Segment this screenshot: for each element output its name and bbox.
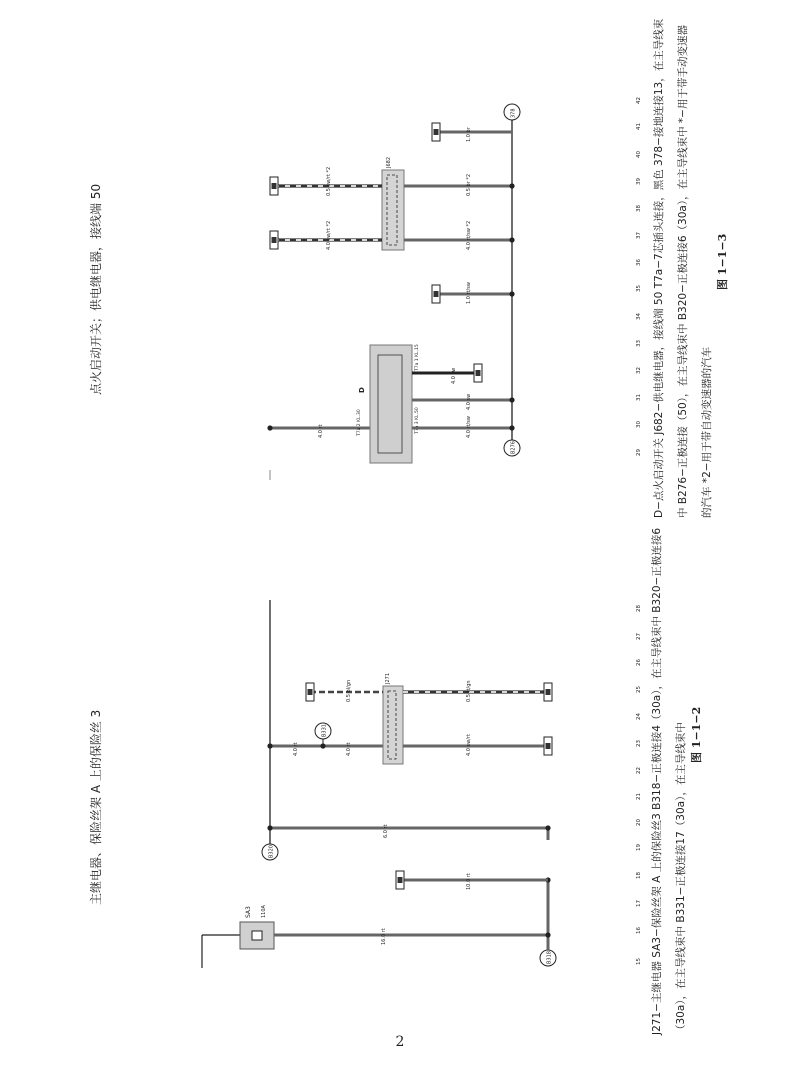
connector-B276-label: B276 — [510, 441, 517, 454]
grid-number: 34 — [636, 313, 642, 320]
grid-number: 18 — [636, 872, 642, 879]
terminal-pin — [272, 237, 277, 243]
page-number: 2 — [395, 1034, 405, 1050]
connector-B331-label: B331 — [321, 724, 328, 737]
grid-number: 22 — [636, 767, 642, 774]
wire-label: 4.0 rt/sw *2 — [466, 220, 472, 250]
wire-label: 1.0 br — [466, 127, 472, 142]
junction-dot — [267, 743, 272, 748]
terminal-pin — [546, 743, 551, 749]
grid-number: 23 — [636, 740, 642, 747]
wire-label: 4.0 rt/sw — [466, 416, 472, 438]
terminal-pin — [308, 689, 313, 695]
wire-label: 6.0 rt — [383, 824, 389, 838]
grid-number: 36 — [636, 259, 642, 266]
wire-label: 0.5 sw/rt *2 — [326, 166, 332, 196]
grid-number: 35 — [636, 285, 642, 292]
wire-label: 16.0 rt — [381, 928, 387, 945]
connector-B320-label: B320 — [268, 845, 275, 858]
terminal-pin — [272, 183, 277, 189]
wire-label: 4.0 sw/rt *2 — [326, 220, 332, 250]
caption-1-line: J271−主继电器 SA3−保险丝架 A 上的保险丝3 B318−正极连接4（30a），在主导线束中 B320−正极连接6 — [651, 528, 663, 1035]
relay-J271-label: J271 — [385, 672, 391, 684]
wire-label: 4.0 sw/rt — [466, 734, 472, 756]
grid-number: 29 — [636, 449, 642, 456]
figure-label-1: 图 1−1−2 — [690, 706, 703, 763]
fuse-SA3-label: SA3 — [245, 906, 252, 918]
junction-dot — [267, 425, 272, 430]
figure-label-2: 图 1−1−3 — [716, 233, 729, 290]
grid-number: 17 — [636, 900, 642, 907]
grid-number: 21 — [636, 793, 642, 800]
connector-378-label: 378 — [510, 108, 517, 118]
grid-number: 31 — [636, 394, 642, 401]
relay-J682-label: J682 — [386, 156, 392, 168]
grid-number: 33 — [636, 340, 642, 347]
terminal-pin — [476, 370, 481, 376]
wire-label: 4.0 rt — [293, 742, 299, 756]
grid-number: 19 — [636, 844, 642, 851]
caption-2-line: D−点火启动开关 J682−供电继电器，接线端 50 T7a−7芯插头连接，黑色 378−接地连接13，在主导线束 — [653, 18, 665, 518]
wire-label: 10.0 rt — [466, 873, 472, 890]
grid-number: 40 — [636, 151, 642, 158]
grid-number: 24 — [636, 713, 642, 720]
grid-number: 15 — [636, 958, 642, 965]
grid-number: 25 — [636, 686, 642, 693]
wire-label: 4.0 rt — [346, 742, 352, 756]
connector-T7a-label: T7a 2 KL.30 — [357, 409, 362, 436]
caption-2-line: 的汽车 *2−用于带自动变速器的汽车 — [701, 346, 713, 518]
diagram-title-2: 点火启动开关；供电继电器，接线端 50 — [89, 183, 103, 395]
terminal-pin — [434, 129, 439, 135]
connector-T7a-label: T7a 1 KL.15 — [415, 344, 420, 371]
connector-B318-label: B318 — [546, 951, 553, 964]
fuse-element — [252, 931, 262, 940]
wire-label: 0.5 rt/gn — [466, 680, 472, 702]
caption-2-line: 中 B276−正极连接（50），在主导线束中 B320−正极连接6（30a），在主导线束中 *−用于带手动变速器 — [677, 25, 689, 518]
grid-number: 27 — [636, 633, 642, 640]
connector-T7a-label: T7a 3 KL.50 — [415, 407, 420, 434]
fuse-rating-label: 110A — [261, 905, 267, 918]
relay-J271-box — [383, 686, 403, 764]
grid-number: 37 — [636, 232, 642, 239]
grid-number: 39 — [636, 178, 642, 185]
grid-number: 32 — [636, 367, 642, 374]
wire-label: 0.5 br *2 — [466, 173, 472, 196]
wire-label: 4.0 rt — [318, 424, 324, 438]
wire-label: 4.0 sw — [451, 367, 457, 384]
terminal-pin — [546, 689, 551, 695]
grid-number: 16 — [636, 927, 642, 934]
caption-1-line: （30a），在主导线束中 B331−正极连接17（30a），在主导线束中 — [675, 722, 687, 1035]
terminal-pin — [398, 877, 403, 883]
grid-number: 38 — [636, 205, 642, 212]
junction-dot — [545, 932, 550, 937]
grid-number: 20 — [636, 819, 642, 826]
wire-label: 4.0 sw — [466, 393, 472, 410]
junction-dot — [545, 825, 550, 830]
ignition-switch-D — [370, 345, 412, 463]
grid-number: 26 — [636, 659, 642, 666]
diagram-title-1: 主继电器、保险丝架 A 上的保险丝 3 — [89, 709, 103, 905]
ignition-switch-label: D — [358, 387, 366, 393]
grid-number: 30 — [636, 421, 642, 428]
grid-number: 41 — [636, 123, 642, 130]
grid-number: 42 — [636, 97, 642, 104]
wire-label: 0.5 bl/gn — [346, 679, 352, 702]
grid-number: 28 — [636, 605, 642, 612]
relay-J682-box — [382, 170, 404, 250]
terminal-pin — [434, 291, 439, 297]
wire-label: 1.0 rt/sw — [466, 282, 472, 304]
